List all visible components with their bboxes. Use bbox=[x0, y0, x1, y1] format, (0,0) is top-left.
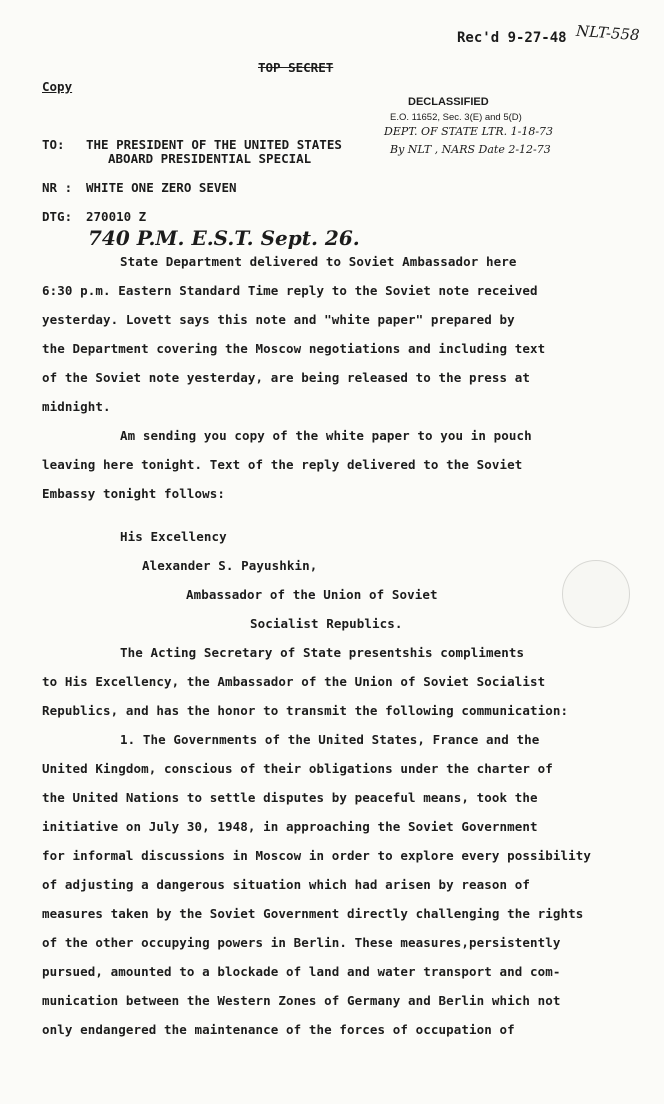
declassified-stamp-authority: E.O. 11652, Sec. 3(E) and 5(D) bbox=[390, 112, 522, 123]
body-line: the United Nations to settle disputes by peaceful means, took the bbox=[42, 790, 538, 805]
to-addressee-line1: THE PRESIDENT OF THE UNITED STATES bbox=[86, 137, 342, 152]
body-line: leaving here tonight. Text of the reply delivered to the Soviet bbox=[42, 457, 523, 472]
body-line: 6:30 p.m. Eastern Standard Time reply to the Soviet note received bbox=[42, 283, 538, 298]
salutation-line: Alexander S. Payushkin, bbox=[142, 558, 318, 573]
dtg-value: 270010 Z bbox=[86, 209, 147, 224]
body-line: 1. The Governments of the United States, France and the bbox=[120, 732, 540, 747]
nr-label: NR : bbox=[42, 180, 73, 195]
body-line: State Department delivered to Soviet Ambassador here bbox=[120, 254, 517, 269]
copy-label: Copy bbox=[42, 79, 73, 94]
body-line: of the other occupying powers in Berlin. These measures,persistently bbox=[42, 935, 561, 950]
declassified-stamp-ref: DEPT. OF STATE LTR. 1-18-73 bbox=[384, 125, 554, 138]
body-line: midnight. bbox=[42, 399, 111, 414]
body-line: Republics, and has the honor to transmit the following communication: bbox=[42, 703, 569, 718]
body-line: only endangered the maintenance of the forces of occupation of bbox=[42, 1022, 515, 1037]
nr-value: WHITE ONE ZERO SEVEN bbox=[86, 180, 237, 195]
salutation-line: His Excellency bbox=[120, 529, 227, 544]
body-line: Embassy tonight follows: bbox=[42, 486, 226, 501]
to-label: TO: bbox=[42, 137, 65, 152]
salutation-line: Socialist Republics. bbox=[250, 616, 403, 631]
dtg-label: DTG: bbox=[42, 209, 73, 224]
received-date: Rec'd 9-27-48 bbox=[457, 30, 567, 46]
body-line: initiative on July 30, 1948, in approaching the Soviet Government bbox=[42, 819, 538, 834]
body-line: the Department covering the Moscow negotiations and including text bbox=[42, 341, 546, 356]
body-line: yesterday. Lovett says this note and "white paper" prepared by bbox=[42, 312, 515, 327]
body-line: of the Soviet note yesterday, are being released to the press at bbox=[42, 370, 531, 385]
body-line: to His Excellency, the Ambassador of the Union of Soviet Socialist bbox=[42, 674, 546, 689]
body-line: pursued, amounted to a blockade of land and water transport and com- bbox=[42, 964, 561, 979]
declassified-stamp-title: DECLASSIFIED bbox=[408, 96, 489, 108]
punch-hole-mark bbox=[562, 560, 630, 628]
handwritten-time-note: 740 P.M. E.S.T. Sept. 26. bbox=[88, 226, 360, 250]
classification-heading: TOP SECRET bbox=[258, 60, 334, 75]
archive-number: NLT-558 bbox=[575, 21, 641, 45]
to-addressee-line2: ABOARD PRESIDENTIAL SPECIAL bbox=[108, 151, 312, 166]
body-line: Am sending you copy of the white paper to you in pouch bbox=[120, 428, 532, 443]
body-line: for informal discussions in Moscow in order to explore every possibility bbox=[42, 848, 592, 863]
body-line: of adjusting a dangerous situation which had arisen by reason of bbox=[42, 877, 531, 892]
declassified-stamp-by: By NLT , NARS Date 2-12-73 bbox=[390, 143, 551, 156]
body-line: munication between the Western Zones of Germany and Berlin which not bbox=[42, 993, 561, 1008]
body-line: The Acting Secretary of State presentshis compliments bbox=[120, 645, 525, 660]
body-line: United Kingdom, conscious of their obligations under the charter of bbox=[42, 761, 553, 776]
salutation-line: Ambassador of the Union of Soviet bbox=[186, 587, 438, 602]
body-line: measures taken by the Soviet Government directly challenging the rights bbox=[42, 906, 584, 921]
